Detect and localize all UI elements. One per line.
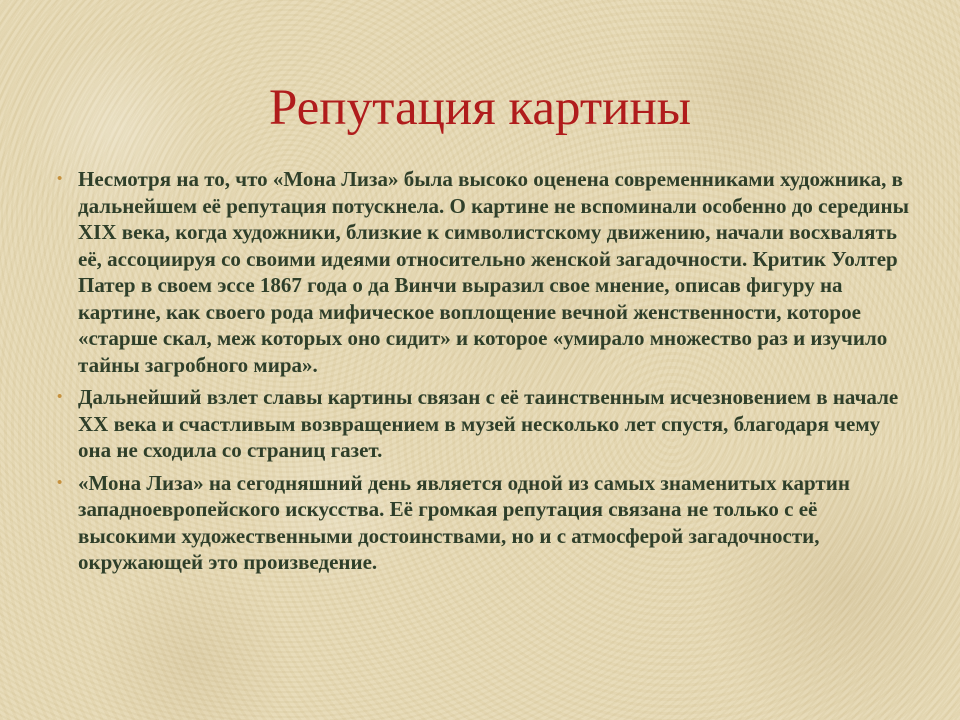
bullet-item xyxy=(57,384,912,464)
bullet-text: Несмотря на то, что «Мона Лиза» была высоко оценена современниками художника, в дальнейшем её репутация потускнела. О картине не вспоминали особенно до середины XIX века, когда художники, близкие к символистскому движению, начали восхвалять её, ассоциируя со своими идеями относительно женской загадочности. Критик Уолтер Патер в своем эссе 1867 года о да Винчи выразил свое мнение, описав фигуру на картине, как своего рода мифическое воплощение вечной женственности, которое «старше скал, меж которых оно сидит» и которое «умирало множество раз и изучило тайны загробного мира». xyxy=(78,167,910,377)
bullet-item xyxy=(57,166,912,378)
bullet-dot-icon: • xyxy=(57,389,63,405)
slide-title: Репутация картины xyxy=(268,80,692,136)
bullet-list xyxy=(57,166,912,582)
bullet-dot-icon: • xyxy=(57,171,63,187)
bullet-dot-icon: • xyxy=(57,474,63,491)
bullet-item xyxy=(57,470,912,576)
bullet-text: Дальнейший взлет славы картины связан с её таинственным исчезновением в начале XX века и счастливым возвращением в музей несколько лет спустя, благодаря чему она не сходила со страниц газет. xyxy=(78,385,899,462)
bullet-text: «Мона Лиза» на сегодняшний день является одной из самых знаменитых картин западноевропейского искусства. Её громкая репутация связана не только с её высокими художественными достоинствами, но и с атмосферой загадочности, окружающей это произведение. xyxy=(78,470,850,574)
